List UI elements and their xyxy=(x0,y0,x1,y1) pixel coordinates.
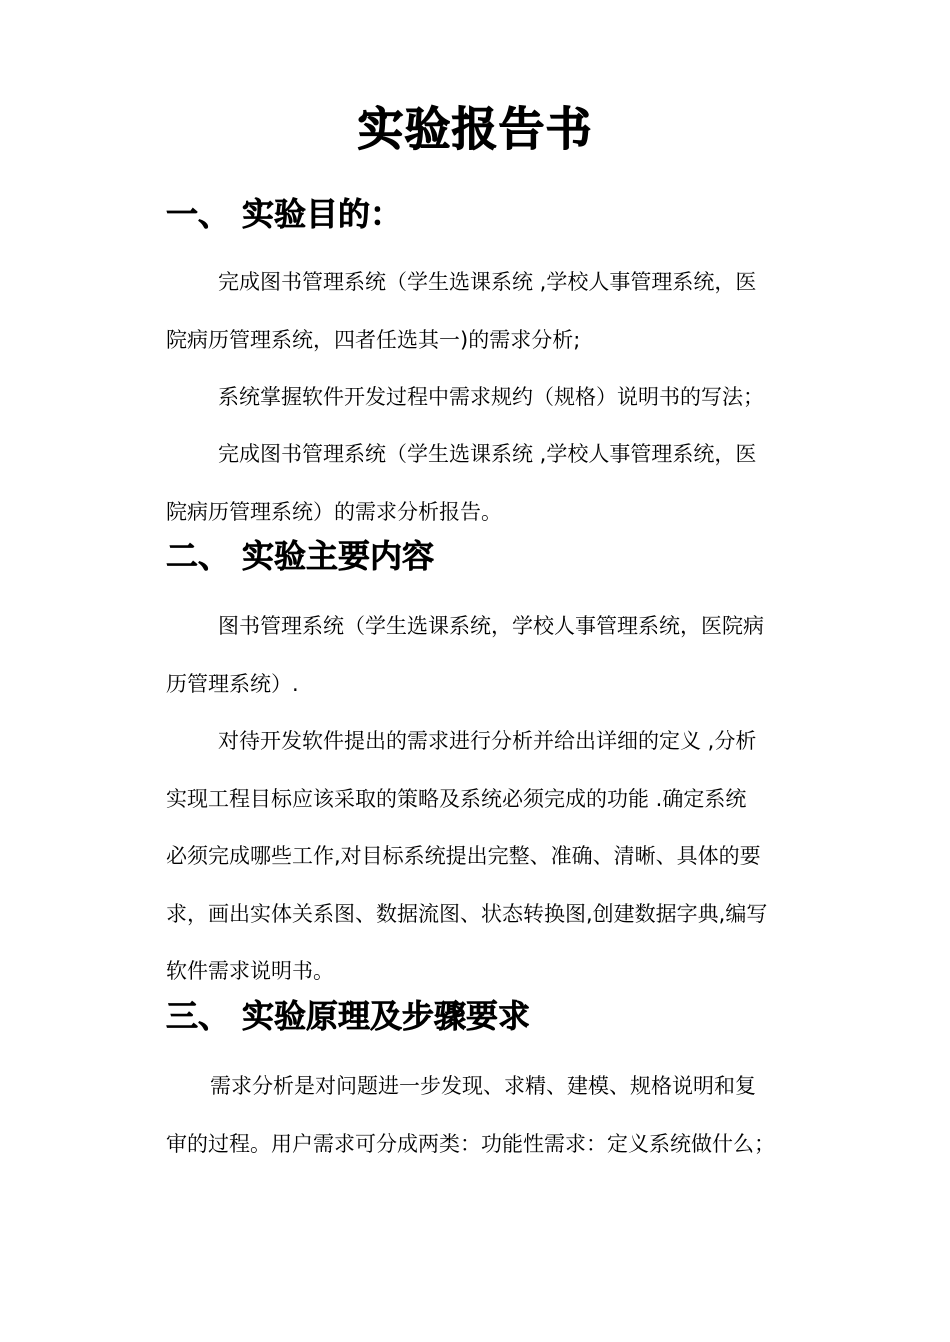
text-line: 对待开发软件提出的需求进行分析并给出详细的定义 ,分析 xyxy=(218,729,757,753)
text-line: 求，画出实体关系图、数据流图、状态转换图,创建数据字典,编写 xyxy=(166,901,768,926)
section-title: 实验目的： xyxy=(242,195,403,233)
text-line: 图书管理系统（学生选课系统，学校人事管理系统，医院病 xyxy=(218,614,764,638)
paragraph xyxy=(166,254,794,369)
paragraph xyxy=(166,713,794,1001)
section-number: 三、 xyxy=(166,997,231,1035)
text-line: 完成图书管理系统（学生选课系统 ,学校人事管理系统，医 xyxy=(218,270,757,294)
text-line: 审的过程。用户需求可分成两类：功能性需求：定义系统做什么； xyxy=(166,1131,775,1156)
section-heading-purpose xyxy=(166,192,402,236)
section-heading-main-content xyxy=(166,534,434,578)
section-title: 实验主要内容 xyxy=(242,537,435,575)
section-number: 一、 xyxy=(166,195,231,233)
text-line: 历管理系统）. xyxy=(166,671,299,696)
text-line: 软件需求说明书。 xyxy=(166,959,334,983)
document-title: 实验报告书 xyxy=(357,102,593,156)
text-line: 院病历管理系统，四者任选其一)的需求分析; xyxy=(166,327,581,352)
text-line: 完成图书管理系统（学生选课系统 ,学校人事管理系统，医 xyxy=(218,442,757,466)
paragraph xyxy=(166,426,794,541)
paragraph xyxy=(166,1058,806,1173)
section-heading-principles xyxy=(166,994,530,1038)
text-line: 需求分析是对问题进一步发现、求精、建模、规格说明和复 xyxy=(210,1074,756,1098)
section-title: 实验原理及步骤要求 xyxy=(242,997,531,1035)
section-number: 二、 xyxy=(166,537,231,575)
paragraph xyxy=(166,369,794,427)
text-line: 系统掌握软件开发过程中需求规约（规格）说明书的写法； xyxy=(218,385,764,409)
text-line: 必须完成哪些工作,对目标系统提出完整、准确、清晰、具体的要 xyxy=(166,844,761,868)
text-line: 实现工程目标应该采取的策略及系统必须完成的功能 .确定系统 xyxy=(166,786,747,811)
paragraph xyxy=(166,598,794,713)
text-line: 院病历管理系统）的需求分析报告。 xyxy=(166,499,502,524)
